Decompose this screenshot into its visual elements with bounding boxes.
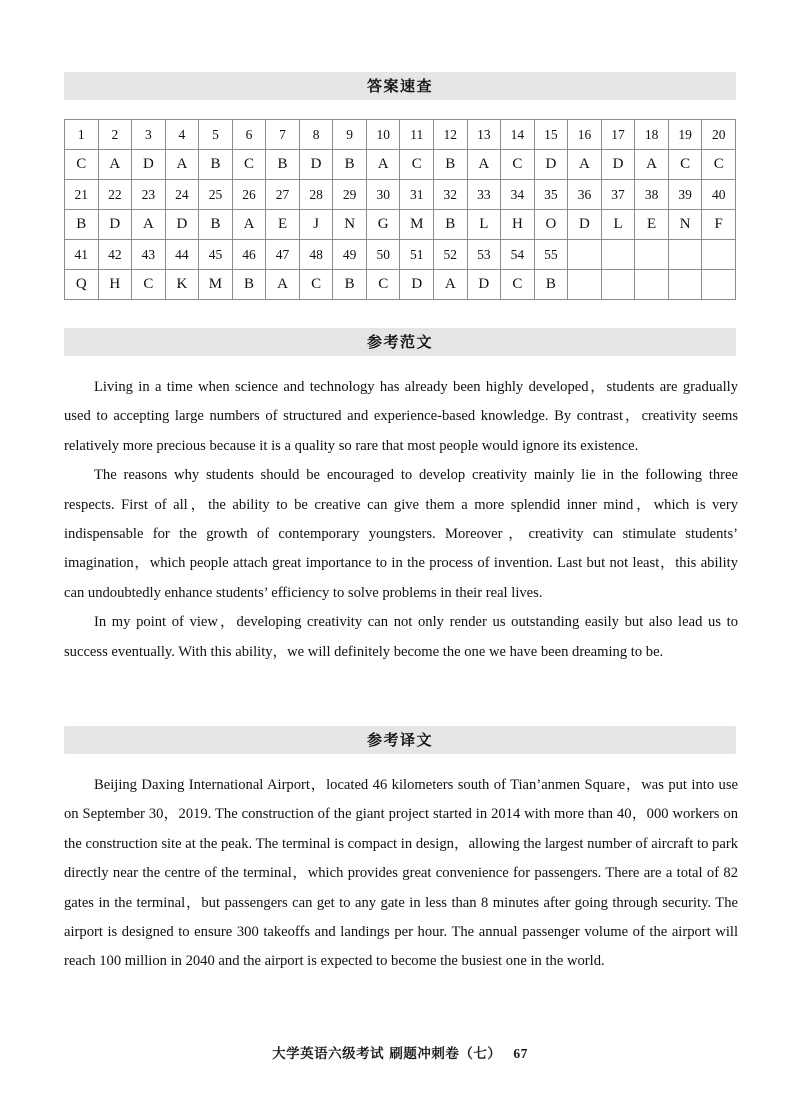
answer-letter-cell: [601, 270, 635, 300]
answer-letter-cell: J: [299, 210, 333, 240]
answer-letter-cell: B: [534, 270, 568, 300]
answer-letter-cell: F: [702, 210, 736, 240]
question-number-cell: 52: [434, 240, 468, 270]
answer-letter-cell: O: [534, 210, 568, 240]
answer-table-row: [65, 120, 736, 150]
answer-letter-cell: E: [266, 210, 300, 240]
paragraph: The reasons why students should be encouraged to develop creativity mainly lie in the following three respects. First of all，the ability to be creative can give them a more splendid inner mind，which is very indispensable for the growth of contemporary youngsters. Moreover，creativity can stimulate students’ imagination，which people attach great importance to in the process of invention. Last but not least，this ability can undoubtedly enhance students’ efficiency to solve problems in their real lives.: [64, 467, 738, 601]
question-number-cell: 9: [333, 120, 367, 150]
answer-letter-cell: A: [366, 150, 400, 180]
question-number-cell: 7: [266, 120, 300, 150]
question-number-cell: 28: [299, 180, 333, 210]
question-number-cell: 13: [467, 120, 501, 150]
answer-letter-cell: C: [501, 270, 535, 300]
question-number-cell: 29: [333, 180, 367, 210]
question-number-cell: 43: [132, 240, 166, 270]
question-number-cell: 38: [635, 180, 669, 210]
answer-letter-cell: B: [65, 210, 99, 240]
question-number-cell: 23: [132, 180, 166, 210]
answer-letter-cell: C: [501, 150, 535, 180]
answer-letter-cell: [668, 270, 702, 300]
question-number-cell: 34: [501, 180, 535, 210]
question-number-cell: 47: [266, 240, 300, 270]
question-number-cell: 19: [668, 120, 702, 150]
answer-letter-cell: C: [132, 270, 166, 300]
question-number-cell: 4: [165, 120, 199, 150]
answer-table-row: [65, 270, 736, 300]
answer-letter-cell: D: [400, 270, 434, 300]
answer-letter-cell: [702, 270, 736, 300]
answer-letter-cell: L: [601, 210, 635, 240]
answer-letter-cell: A: [232, 210, 266, 240]
question-number-cell: [601, 240, 635, 270]
answer-letter-cell: D: [165, 210, 199, 240]
section-header-reference-translation: [64, 726, 736, 754]
answer-table-row: [65, 240, 736, 270]
question-number-cell: 3: [132, 120, 166, 150]
question-number-cell: 10: [366, 120, 400, 150]
question-number-cell: 27: [266, 180, 300, 210]
answer-table-row: [65, 150, 736, 180]
question-number-cell: 17: [601, 120, 635, 150]
question-number-cell: 6: [232, 120, 266, 150]
section-header-model-essay: [64, 328, 736, 356]
answer-letter-cell: N: [668, 210, 702, 240]
answer-letter-cell: A: [434, 270, 468, 300]
question-number-cell: 25: [199, 180, 233, 210]
question-number-cell: 55: [534, 240, 568, 270]
answer-letter-cell: A: [635, 150, 669, 180]
question-number-cell: 35: [534, 180, 568, 210]
question-number-cell: [702, 240, 736, 270]
answer-letter-cell: A: [132, 210, 166, 240]
question-number-cell: 14: [501, 120, 535, 150]
paragraph: Living in a time when science and technology has already been highly developed，students are gradually used to accepting large numbers of structured and experience-based knowledge. By contrast，creativity seems relatively more precious because it is a quality so rare that most people would ignore its existence.: [64, 379, 738, 454]
answer-letter-cell: C: [400, 150, 434, 180]
answer-table-row: [65, 180, 736, 210]
answer-letter-cell: D: [98, 210, 132, 240]
answer-letter-cell: D: [568, 210, 602, 240]
question-number-cell: 37: [601, 180, 635, 210]
question-number-cell: 21: [65, 180, 99, 210]
question-number-cell: [635, 240, 669, 270]
answer-letter-cell: B: [434, 150, 468, 180]
answer-letter-cell: B: [232, 270, 266, 300]
page-footer: [0, 1042, 800, 1062]
answer-key-table-wrapper: [64, 119, 736, 300]
answer-letter-cell: A: [568, 150, 602, 180]
question-number-cell: 22: [98, 180, 132, 210]
question-number-cell: 36: [568, 180, 602, 210]
answer-letter-cell: N: [333, 210, 367, 240]
question-number-cell: 32: [434, 180, 468, 210]
answer-letter-cell: B: [199, 210, 233, 240]
question-number-cell: 49: [333, 240, 367, 270]
question-number-cell: 31: [400, 180, 434, 210]
answer-letter-cell: B: [266, 150, 300, 180]
question-number-cell: 1: [65, 120, 99, 150]
question-number-cell: 51: [400, 240, 434, 270]
question-number-cell: 42: [98, 240, 132, 270]
answer-letter-cell: D: [601, 150, 635, 180]
answer-key-table: [64, 119, 736, 300]
answer-key-table-body: [65, 120, 736, 300]
question-number-cell: 16: [568, 120, 602, 150]
section-title-answers: 答案速查: [366, 77, 433, 95]
answer-letter-cell: K: [165, 270, 199, 300]
question-number-cell: 45: [199, 240, 233, 270]
answer-letter-cell: H: [98, 270, 132, 300]
answer-letter-cell: H: [501, 210, 535, 240]
answer-letter-cell: M: [199, 270, 233, 300]
answer-letter-cell: Q: [65, 270, 99, 300]
question-number-cell: 8: [299, 120, 333, 150]
question-number-cell: [568, 240, 602, 270]
answer-letter-cell: C: [65, 150, 99, 180]
question-number-cell: 15: [534, 120, 568, 150]
answer-letter-cell: B: [199, 150, 233, 180]
reference-translation-body: [64, 771, 738, 977]
answer-letter-cell: D: [467, 270, 501, 300]
question-number-cell: [668, 240, 702, 270]
answer-table-row: [65, 210, 736, 240]
answer-letter-cell: A: [467, 150, 501, 180]
question-number-cell: 48: [299, 240, 333, 270]
section-title-model-essay: 参考范文: [366, 333, 433, 351]
question-number-cell: 44: [165, 240, 199, 270]
answer-letter-cell: C: [232, 150, 266, 180]
question-number-cell: 11: [400, 120, 434, 150]
question-number-cell: 41: [65, 240, 99, 270]
answer-letter-cell: D: [534, 150, 568, 180]
answer-letter-cell: A: [98, 150, 132, 180]
answer-letter-cell: [568, 270, 602, 300]
question-number-cell: 30: [366, 180, 400, 210]
answer-letter-cell: B: [333, 150, 367, 180]
footer-page-number: 67: [513, 1046, 528, 1061]
answer-letter-cell: C: [299, 270, 333, 300]
question-number-cell: 18: [635, 120, 669, 150]
answer-letter-cell: C: [702, 150, 736, 180]
question-number-cell: 53: [467, 240, 501, 270]
answer-letter-cell: C: [366, 270, 400, 300]
question-number-cell: 33: [467, 180, 501, 210]
question-number-cell: 24: [165, 180, 199, 210]
paragraph: In my point of view，developing creativity can not only render us outstanding easily but also lead us to success eventually. With this ability，we will definitely become the one we have been dreaming to be.: [64, 614, 738, 660]
question-number-cell: 54: [501, 240, 535, 270]
section-title-reference-translation: 参考译文: [366, 731, 433, 749]
model-essay-body: [64, 373, 738, 667]
question-number-cell: 40: [702, 180, 736, 210]
answer-letter-cell: D: [299, 150, 333, 180]
answer-letter-cell: G: [366, 210, 400, 240]
question-number-cell: 5: [199, 120, 233, 150]
question-number-cell: 46: [232, 240, 266, 270]
answer-letter-cell: A: [266, 270, 300, 300]
answer-letter-cell: D: [132, 150, 166, 180]
question-number-cell: 39: [668, 180, 702, 210]
footer-title: 大学英语六级考试 刷题冲刺卷（七）: [272, 1046, 502, 1062]
section-header-answers: [64, 72, 736, 100]
answer-letter-cell: [635, 270, 669, 300]
question-number-cell: 50: [366, 240, 400, 270]
question-number-cell: 2: [98, 120, 132, 150]
answer-letter-cell: E: [635, 210, 669, 240]
question-number-cell: 20: [702, 120, 736, 150]
answer-letter-cell: B: [333, 270, 367, 300]
answer-letter-cell: L: [467, 210, 501, 240]
answer-letter-cell: B: [434, 210, 468, 240]
answer-letter-cell: A: [165, 150, 199, 180]
answer-letter-cell: C: [668, 150, 702, 180]
paragraph: Beijing Daxing International Airport，located 46 kilometers south of Tian’anmen Square，was put into use on September 30，2019. The construction of the giant project started in 2014 with more than 40，000 workers on the construction site at the peak. The terminal is compact in design，allowing the largest number of aircraft to park directly near the centre of the terminal，which provides great convenience for passengers. There are a total of 82 gates in the terminal，but passengers can get to any gate in less than 8 minutes after going through security. The airport is designed to ensure 300 takeoffs and landings per hour. The annual passenger volume of the airport will reach 100 million in 2040 and the airport is expected to become the busiest one in the world.: [64, 777, 738, 970]
question-number-cell: 12: [434, 120, 468, 150]
answer-letter-cell: M: [400, 210, 434, 240]
question-number-cell: 26: [232, 180, 266, 210]
